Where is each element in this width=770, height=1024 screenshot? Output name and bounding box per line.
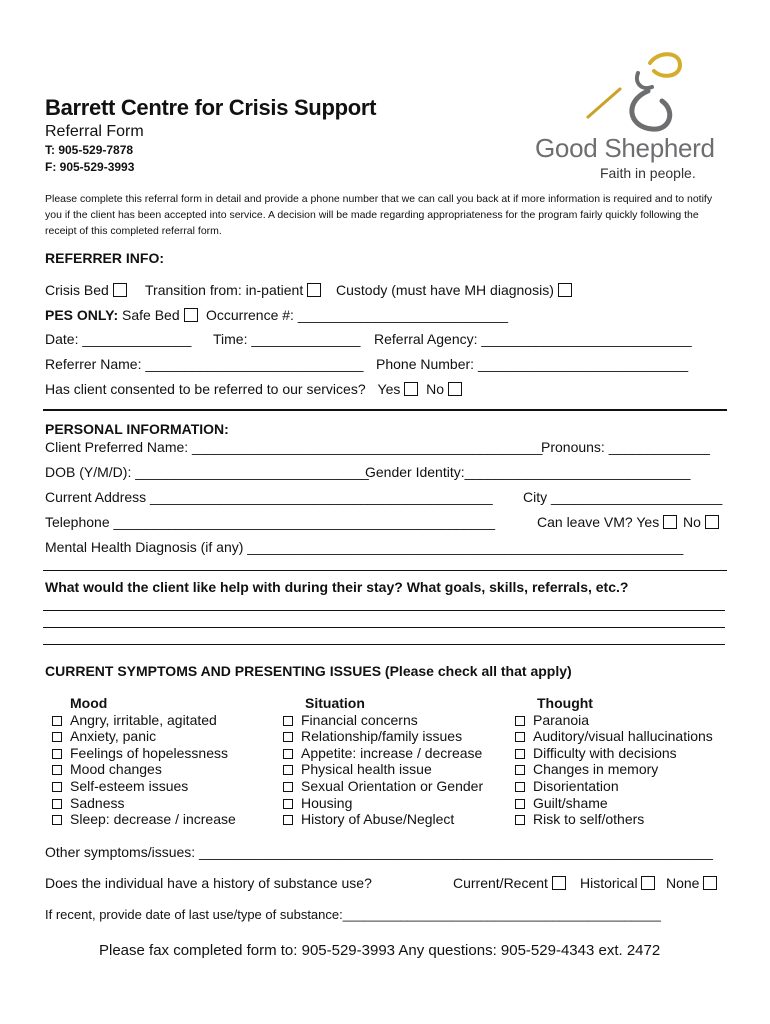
symptom-checkbox[interactable] <box>283 815 293 825</box>
city-field[interactable]: City ______________________ <box>523 489 723 505</box>
leave-vm-yes-checkbox[interactable] <box>663 515 677 529</box>
symptom-checkbox[interactable] <box>52 749 62 759</box>
symptom-checkbox[interactable] <box>283 732 293 742</box>
symptom-label: Risk to self/others <box>533 811 645 828</box>
referrer-phone-field[interactable]: Phone Number: ___________________________ <box>376 356 689 372</box>
mood-title: Mood <box>70 695 108 711</box>
other-symptoms-field[interactable]: Other symptoms/issues: __________________________________________________________________ <box>45 844 713 860</box>
phone-number: T: 905-529-7878 <box>45 143 134 157</box>
symptom-label: Housing <box>301 794 353 811</box>
symptom-label: History of Abuse/Neglect <box>301 811 455 828</box>
symptom-label: Guilt/shame <box>533 794 608 811</box>
consent-no-label: No <box>426 381 445 397</box>
pes-only-row <box>45 307 198 323</box>
symptom-label: Mood changes <box>70 761 162 778</box>
leave-vm-row <box>537 514 719 530</box>
safe-bed-checkbox[interactable] <box>184 308 198 322</box>
symptom-item[interactable] <box>52 712 236 729</box>
goals-question: What would the client like help with during their stay? What goals, skills, referrals, etc.? <box>45 579 629 595</box>
crisis-bed-option <box>45 282 127 298</box>
substance-current-checkbox[interactable] <box>552 876 566 890</box>
symptom-checkbox[interactable] <box>283 716 293 726</box>
symptom-label: Financial concerns <box>301 711 418 728</box>
substance-current-option <box>453 875 566 891</box>
consent-question: Has client consented to be referred to our services? <box>45 381 366 397</box>
goals-answer-line[interactable] <box>43 644 725 645</box>
situation-title: Situation <box>305 695 365 711</box>
consent-yes-checkbox[interactable] <box>404 382 418 396</box>
fax-number: F: 905-529-3993 <box>45 160 135 174</box>
substance-historical-label: Historical <box>580 875 638 891</box>
symptom-label: Changes in memory <box>533 761 659 778</box>
thought-column <box>515 695 713 828</box>
leave-vm-no-checkbox[interactable] <box>705 515 719 529</box>
leave-vm-yes-label: Can leave VM? Yes <box>537 514 660 530</box>
diagnosis-field[interactable]: Mental Health Diagnosis (if any) ________________________________________________________ <box>45 539 684 555</box>
shepherd-crook-icon <box>530 45 730 145</box>
symptom-checkbox[interactable] <box>52 815 62 825</box>
symptom-item[interactable] <box>515 761 713 778</box>
form-title: Barrett Centre for Crisis Support <box>45 95 377 120</box>
consent-yes-label: Yes <box>377 381 401 397</box>
symptom-label: Sleep: decrease / increase <box>70 811 236 828</box>
time-field[interactable]: Time: ______________ <box>213 331 361 347</box>
footer-fax-info: Please fax completed form to: 905-529-3993 Any questions: 905-529-4343 ext. 2472 <box>99 942 661 959</box>
symptom-item[interactable] <box>515 795 713 812</box>
symptom-item[interactable] <box>515 811 713 828</box>
symptom-checkbox[interactable] <box>52 716 62 726</box>
substance-historical-checkbox[interactable] <box>641 876 655 890</box>
form-subtitle: Referral Form <box>45 123 144 140</box>
section-divider <box>43 409 727 411</box>
symptom-checkbox[interactable] <box>515 732 525 742</box>
referral-agency-field[interactable]: Referral Agency: ___________________________ <box>374 331 692 347</box>
intro-text: Please complete this referral form in detail and provide a phone number that we can call you back at if more information is required and to notify you if the client has been accepted into service. A decision will be made regarding appropriateness for the program fairly quickly following the receipt of this completed referral form. <box>45 193 713 237</box>
transition-checkbox[interactable] <box>307 283 321 297</box>
symptom-checkbox[interactable] <box>515 765 525 775</box>
mood-column <box>52 695 236 828</box>
personal-heading: PERSONAL INFORMATION: <box>45 421 229 437</box>
symptom-checkbox[interactable] <box>283 765 293 775</box>
thought-title: Thought <box>537 695 593 711</box>
referrer-heading: REFERRER INFO: <box>45 250 164 266</box>
situation-column <box>283 695 483 828</box>
symptom-checkbox[interactable] <box>515 799 525 809</box>
date-field[interactable]: Date: ______________ <box>45 331 192 347</box>
transition-option <box>145 282 321 298</box>
symptom-item[interactable] <box>52 778 236 795</box>
symptom-item[interactable] <box>283 745 483 762</box>
symptom-checkbox[interactable] <box>515 815 525 825</box>
symptom-item[interactable] <box>52 728 236 745</box>
crisis-bed-label: Crisis Bed <box>45 282 109 298</box>
symptom-checkbox[interactable] <box>515 749 525 759</box>
custody-label: Custody (must have MH diagnosis) <box>336 282 554 298</box>
symptom-label: Angry, irritable, agitated <box>70 711 217 728</box>
good-shepherd-logo <box>530 45 730 190</box>
symptom-item[interactable] <box>52 745 236 762</box>
substance-current-label: Current/Recent <box>453 875 548 891</box>
logo-name: Good Shepherd <box>535 133 715 163</box>
symptom-item[interactable] <box>283 712 483 729</box>
symptom-checkbox[interactable] <box>52 765 62 775</box>
substance-none-label: None <box>666 875 700 891</box>
custody-checkbox[interactable] <box>558 283 572 297</box>
symptom-checkbox[interactable] <box>52 732 62 742</box>
consent-no-checkbox[interactable] <box>448 382 462 396</box>
preferred-name-field[interactable]: Client Preferred Name: _____________________________________________ <box>45 439 543 455</box>
symptom-label: Relationship/family issues <box>301 728 463 745</box>
symptom-item[interactable] <box>515 778 713 795</box>
symptom-item[interactable] <box>283 761 483 778</box>
symptom-label: Sexual Orientation or Gender <box>301 777 484 794</box>
goals-answer-line[interactable] <box>43 610 725 611</box>
symptom-label: Appetite: increase / decrease <box>301 744 483 761</box>
pronouns-field[interactable]: Pronouns: _____________ <box>541 439 710 455</box>
dob-field[interactable]: DOB (Y/M/D): ______________________________ <box>45 464 369 480</box>
current-address-field[interactable]: Current Address ____________________________________________ <box>45 489 493 505</box>
section-divider <box>43 570 727 571</box>
substance-question: Does the individual have a history of substance use? <box>45 875 372 891</box>
symptom-checkbox[interactable] <box>283 799 293 809</box>
custody-option <box>336 282 572 298</box>
symptom-item[interactable] <box>515 712 713 729</box>
goals-answer-line[interactable] <box>43 627 725 628</box>
substance-none-checkbox[interactable] <box>703 876 717 890</box>
symptom-label: Paranoia <box>533 711 590 728</box>
symptoms-heading: CURRENT SYMPTOMS AND PRESENTING ISSUES (Please check all that apply) <box>45 663 572 679</box>
symptom-item[interactable] <box>515 745 713 762</box>
symptom-label: Feelings of hopelessness <box>70 744 228 761</box>
symptom-checkbox[interactable] <box>283 749 293 759</box>
symptom-checkbox[interactable] <box>515 716 525 726</box>
telephone-field[interactable]: Telephone _________________________________________________ <box>45 514 496 530</box>
symptom-item[interactable] <box>52 795 236 812</box>
gender-identity-field[interactable]: Gender Identity:_____________________________ <box>365 464 691 480</box>
referrer-name-field[interactable]: Referrer Name: ____________________________ <box>45 356 364 372</box>
symptom-label: Anxiety, panic <box>70 728 157 745</box>
symptom-label: Sadness <box>70 794 125 811</box>
symptom-checkbox[interactable] <box>283 782 293 792</box>
symptom-label: Difficulty with decisions <box>533 744 677 761</box>
symptom-item[interactable] <box>283 778 483 795</box>
symptom-label: Disorientation <box>533 777 619 794</box>
symptom-item[interactable] <box>52 761 236 778</box>
last-use-field[interactable]: If recent, provide date of last use/type of substance:____________________________________________ <box>45 907 661 922</box>
symptom-checkbox[interactable] <box>52 799 62 809</box>
logo-tagline: Faith in people. <box>600 165 696 181</box>
pes-only-label: PES ONLY: <box>45 307 119 323</box>
symptom-label: Physical health issue <box>301 761 432 778</box>
symptom-item[interactable] <box>283 811 483 828</box>
occurrence-field[interactable]: Occurrence #: ___________________________ <box>206 307 509 323</box>
safe-bed-label: Safe Bed <box>122 307 180 323</box>
symptom-label: Auditory/visual hallucinations <box>533 728 713 745</box>
symptom-label: Self-esteem issues <box>70 777 189 794</box>
substance-none-option <box>666 875 717 891</box>
symptom-item[interactable] <box>283 795 483 812</box>
symptom-checkbox[interactable] <box>515 782 525 792</box>
crisis-bed-checkbox[interactable] <box>113 283 127 297</box>
consent-row <box>45 381 462 397</box>
symptom-item[interactable] <box>515 728 713 745</box>
transition-label: Transition from: in-patient <box>145 282 304 298</box>
symptom-item[interactable] <box>52 811 236 828</box>
substance-historical-option <box>580 875 655 891</box>
leave-vm-no-label: No <box>682 514 701 530</box>
symptom-item[interactable] <box>283 728 483 745</box>
symptom-checkbox[interactable] <box>52 782 62 792</box>
